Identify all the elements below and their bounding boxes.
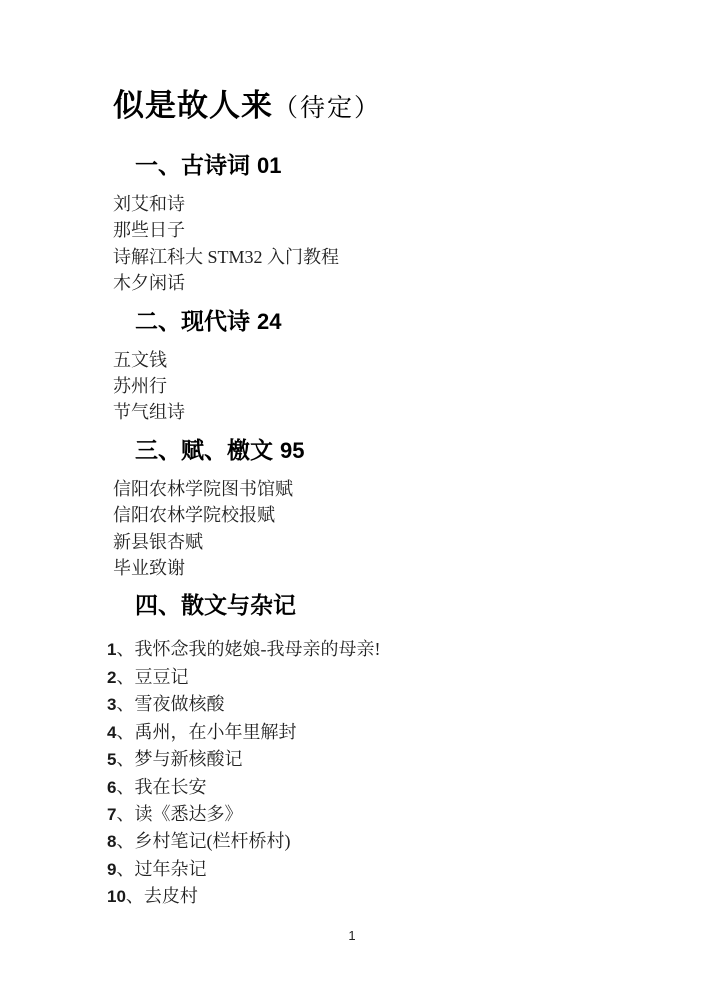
item-text: 、过年杂记: [116, 858, 207, 879]
list-item: 五文钱: [113, 349, 167, 370]
list-item: 刘艾和诗: [113, 194, 185, 214]
list-item: 毕业致谢: [113, 558, 185, 579]
list-item: [107, 856, 644, 883]
list-item: [107, 664, 644, 691]
page-number: 1: [348, 928, 356, 943]
item-text: 、梦与新核酸记: [116, 749, 243, 770]
list-item: [107, 719, 644, 746]
item-text: 、禹州，在小年里解封: [116, 721, 297, 742]
list-item: 那些日子: [113, 220, 185, 241]
list-item: 诗解江科大 STM32 入门教程: [113, 246, 340, 267]
list-item: 新县银杏赋: [113, 531, 203, 552]
section-heading-4: [135, 590, 644, 622]
document-title-suffix: （待定）: [273, 95, 382, 122]
section-heading-3-label: 三、赋、檄文: [135, 437, 273, 463]
list-item: 木夕闲话: [113, 273, 185, 294]
list-item: 信阳农林学院图书馆赋: [113, 478, 293, 499]
list-item: [107, 828, 644, 855]
item-number: 8: [107, 832, 117, 852]
section-heading-3-number: 95: [280, 437, 305, 463]
item-number: 3: [107, 695, 117, 715]
item-number: 5: [107, 750, 117, 770]
section-heading-2: [135, 306, 644, 338]
section-4-item-list: [107, 631, 644, 910]
list-item: [107, 774, 644, 801]
list-item: 信阳农林学院校报赋: [113, 505, 275, 526]
document-title-main: 似是故人来: [113, 88, 273, 123]
item-text: 、豆豆记: [116, 666, 189, 687]
item-number: 1: [107, 640, 117, 660]
item-text: 、我在长安: [116, 776, 207, 797]
section-heading-4-label: 四、散文与杂记: [135, 593, 296, 619]
section-heading-1-label: 一、古诗词: [135, 153, 250, 178]
document-title: [113, 85, 644, 130]
item-number: 4: [107, 722, 117, 742]
section-heading-1: [135, 150, 644, 182]
list-item: [107, 691, 644, 718]
section-1-item-list: [113, 191, 644, 297]
list-item: 节气组诗: [113, 402, 185, 423]
item-text: 、读《悉达多》: [116, 803, 243, 824]
list-item: [107, 883, 644, 910]
section-heading-2-label: 二、现代诗: [135, 308, 250, 334]
item-number: 9: [107, 859, 117, 879]
section-heading-1-number: 01: [257, 153, 282, 178]
item-text: 、乡村笔记(栏杆桥村): [116, 831, 291, 852]
list-item: [107, 746, 644, 773]
list-item: [107, 636, 644, 663]
list-item: [107, 801, 644, 828]
section-2-item-list: [113, 347, 644, 426]
item-text: 、雪夜做核酸: [116, 694, 225, 715]
section-heading-2-number: 24: [257, 308, 282, 334]
list-item: 苏州行: [113, 376, 167, 397]
item-number: 2: [107, 667, 117, 687]
item-number: 10: [107, 887, 126, 907]
item-text: 、我怀念我的姥娘-我母亲的母亲!: [116, 639, 381, 660]
item-number: 6: [107, 777, 117, 797]
item-number: 7: [107, 804, 117, 824]
section-3-item-list: [113, 476, 644, 582]
section-heading-3: [135, 435, 644, 467]
item-text: 、去皮村: [125, 886, 198, 907]
